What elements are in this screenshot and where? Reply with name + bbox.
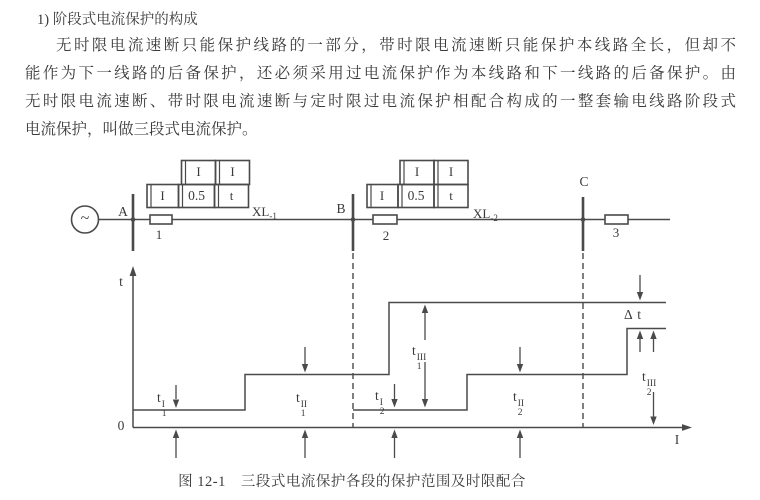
- t-base: t: [296, 390, 300, 405]
- t-sup: I: [379, 398, 383, 408]
- section-heading: 1) 阶段式电流保护的构成: [37, 12, 198, 28]
- time-axis: [130, 266, 692, 431]
- t-sub: 2: [517, 407, 523, 418]
- bus-label-a: A: [118, 204, 128, 219]
- label-t2-II: [513, 389, 524, 417]
- t-sub: 2: [379, 406, 385, 417]
- line-label-xl1-sub: -1: [269, 211, 277, 221]
- time-curve-protection1: [133, 303, 666, 411]
- label-delta-t: Δ t: [624, 307, 643, 322]
- t-sup: I: [161, 400, 165, 410]
- origin-label: 0: [117, 418, 125, 433]
- relay1-box-I-top2: I: [230, 164, 235, 179]
- paragraph-line: 电流保护，叫做三段式电流保护。: [25, 121, 258, 138]
- x-axis-label: I: [674, 432, 680, 447]
- relay2-box-05: 0.5: [407, 188, 425, 203]
- line-label-xl2: [473, 206, 498, 223]
- t-sup: II: [300, 400, 308, 410]
- breaker-label-1: 1: [155, 227, 163, 242]
- time-curve-protection2: [353, 329, 666, 411]
- dashed-projection-lines: [353, 253, 583, 427]
- t-sup: III: [416, 353, 427, 363]
- y-axis-label: t: [119, 274, 123, 289]
- relay1-box-t: t: [229, 188, 234, 203]
- relay2-box-I-top1: I: [414, 164, 420, 179]
- relay2-box-I-top2: I: [448, 164, 454, 179]
- label-t1-II: [296, 390, 307, 418]
- t-sup: III: [646, 379, 657, 389]
- paragraph-line: 无时限电流速断、带时限电流速断与定时限过电流保护相配合构成的一整套输电线路阶段式: [25, 93, 736, 110]
- label-t2-III: [642, 369, 656, 397]
- t-sup: II: [517, 399, 525, 409]
- t-base: t: [375, 388, 379, 403]
- line-label-xl2-sub: -2: [490, 213, 498, 223]
- annotation-arrows-up: [422, 305, 657, 353]
- t-base: t: [642, 369, 646, 384]
- relay1-box-I-top1: I: [196, 164, 201, 179]
- relay2-box-I: I: [379, 188, 385, 203]
- breaker-label-2: 2: [382, 228, 390, 243]
- paragraph-line: 能作为下一线路的后备保护，还必须采用过电流保护作为本线路和下一线路的后备保护。由: [25, 65, 736, 82]
- t-base: t: [412, 343, 416, 358]
- bus-label-b: B: [336, 201, 346, 216]
- t-sub: 1: [300, 408, 306, 419]
- figure-caption: 图 12-1 三段式电流保护各段的保护范围及时限配合: [178, 474, 526, 490]
- line-label-xl2-base: XL: [473, 206, 491, 221]
- relay1-box-05: 0.5: [188, 188, 205, 203]
- label-t1-III: [412, 343, 426, 371]
- breaker-label-3: 3: [612, 225, 620, 240]
- t-sub: 1: [161, 408, 167, 419]
- paragraph-line: 无时限电流速断只能保护线路的一部分，带时限电流速断只能保护本线路全长，但却不: [56, 37, 736, 54]
- relay1-box-I: I: [160, 188, 165, 203]
- relay2-box-t: t: [449, 188, 453, 203]
- fault-location-arrows: [173, 430, 523, 459]
- t-base: t: [513, 389, 517, 404]
- line-label-xl1: [252, 204, 277, 221]
- t-sub: 2: [646, 387, 652, 398]
- label-t2-I: [375, 388, 385, 416]
- line-label-xl1-base: XL: [252, 204, 270, 219]
- t-base: t: [157, 390, 161, 405]
- generator-tilde: ~: [80, 210, 90, 227]
- bus-label-c: C: [579, 174, 589, 189]
- t-sub: 1: [416, 361, 422, 372]
- label-t1-I: [157, 390, 167, 418]
